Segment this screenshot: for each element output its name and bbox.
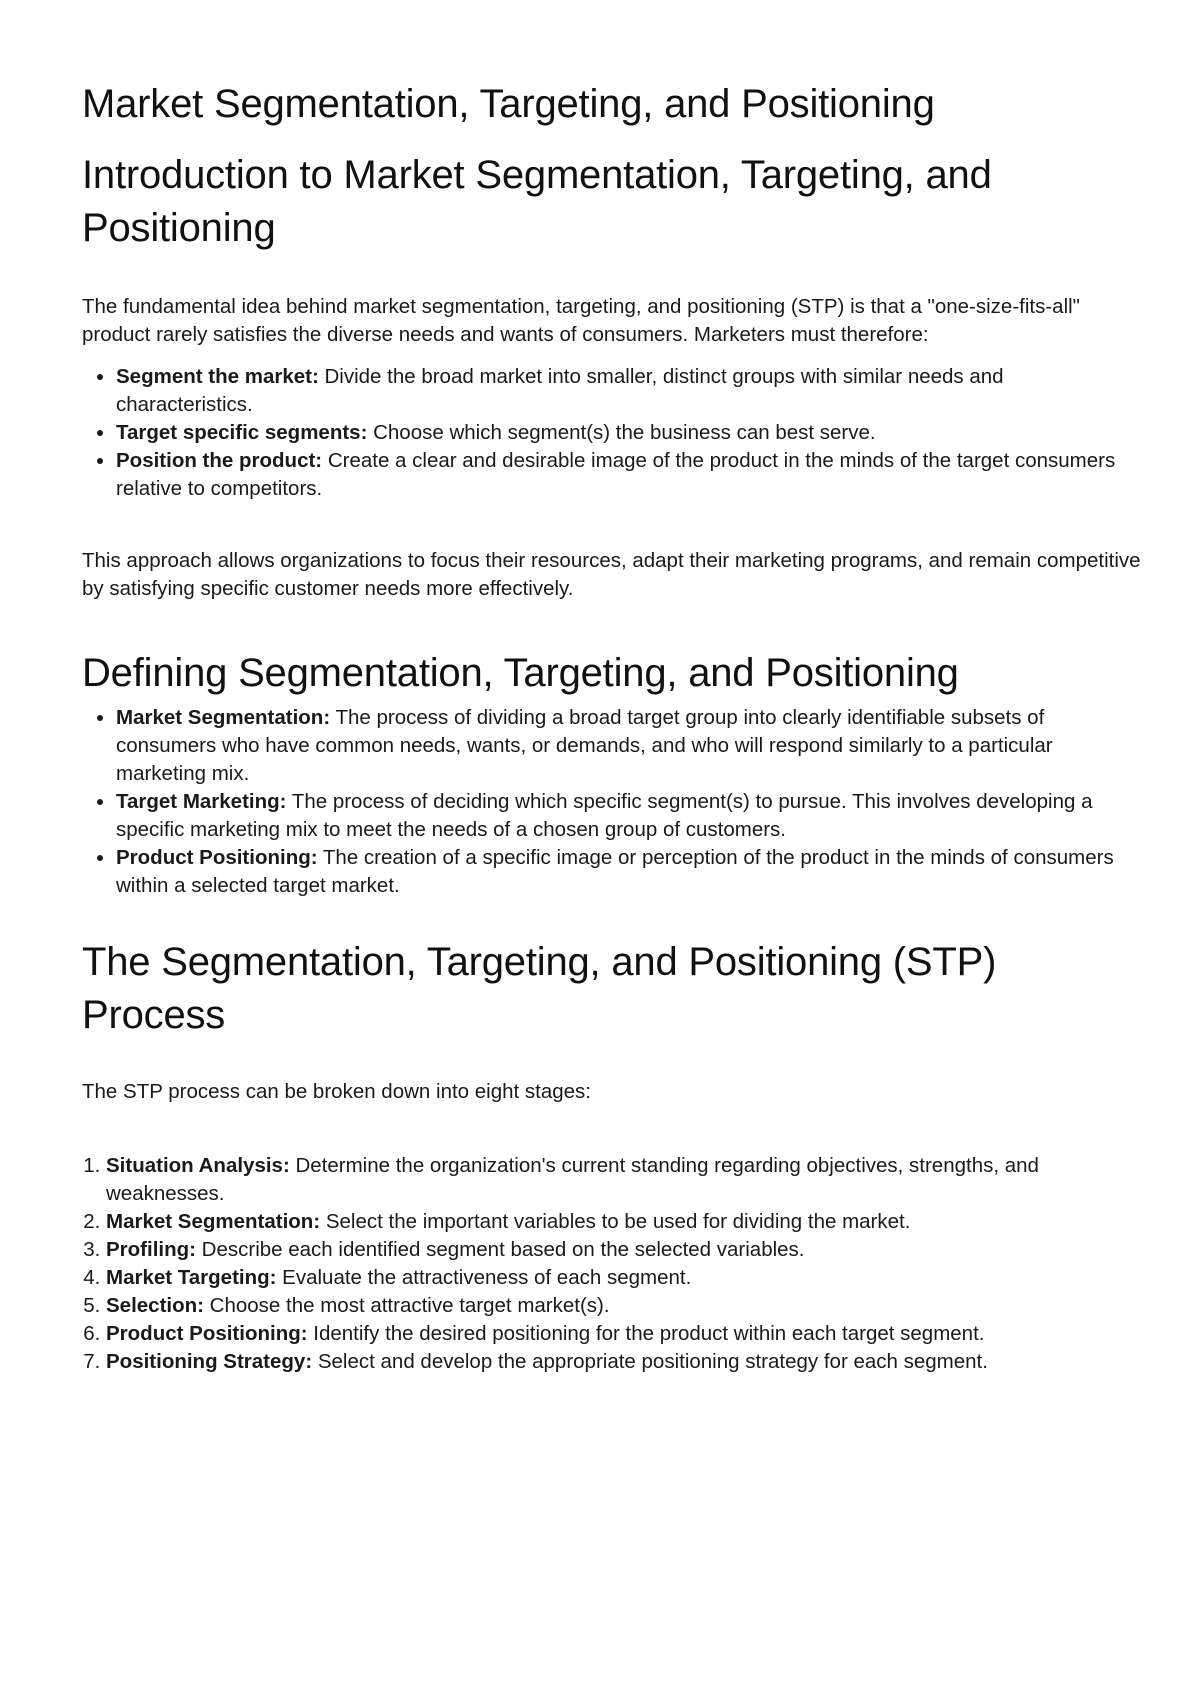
- list-item-text: Choose which segment(s) the business can best serve.: [367, 421, 876, 444]
- process-step: [106, 1236, 1142, 1264]
- process-section: [82, 936, 1142, 1376]
- process-step-text: Evaluate the attractiveness of each segment.: [276, 1266, 692, 1289]
- process-step-term: Positioning Strategy:: [106, 1350, 313, 1373]
- process-step: [106, 1208, 1142, 1236]
- list-item-term: Target Marketing:: [116, 790, 287, 813]
- process-step-text: Determine the organization's current standing regarding objectives, strengths, and weaknesses.: [106, 1154, 1039, 1205]
- process-step-term: Market Targeting:: [106, 1266, 277, 1289]
- list-item: [116, 788, 1142, 844]
- definitions-section: [82, 647, 1142, 900]
- list-item-term: Market Segmentation:: [116, 706, 331, 729]
- list-item: [116, 363, 1142, 419]
- definitions-list: [82, 704, 1142, 900]
- document-title: Market Segmentation, Targeting, and Positioning: [82, 82, 935, 126]
- process-step-term: Profiling:: [106, 1238, 196, 1261]
- introduction-list: [82, 363, 1142, 503]
- process-step: [106, 1320, 1142, 1348]
- list-item: [116, 704, 1142, 788]
- introduction-section: [82, 149, 1142, 603]
- introduction-closing-paragraph: This approach allows organizations to focus their resources, adapt their marketing programs, and remain competitive by satisfying specific customer needs more effectively.: [82, 549, 1141, 600]
- list-item: [116, 844, 1142, 900]
- process-step: [106, 1152, 1142, 1208]
- process-paragraph: The STP process can be broken down into eight stages:: [82, 1080, 592, 1103]
- document-page: [82, 78, 1142, 1376]
- definitions-heading: Defining Segmentation, Targeting, and Positioning: [82, 651, 959, 695]
- process-heading: The Segmentation, Targeting, and Positioning (STP) Process: [82, 940, 997, 1037]
- process-step-term: Product Positioning:: [106, 1322, 308, 1345]
- process-step-text: Describe each identified segment based on the selected variables.: [195, 1238, 805, 1261]
- process-step-text: Choose the most attractive target market(s).: [203, 1294, 610, 1317]
- process-step-text: Identify the desired positioning for the product within each target segment.: [307, 1322, 985, 1345]
- process-step: [106, 1264, 1142, 1292]
- process-step: [106, 1292, 1142, 1320]
- process-step-term: Market Segmentation:: [106, 1210, 321, 1233]
- process-step-term: Situation Analysis:: [106, 1154, 290, 1177]
- list-item-text: Create a clear and desirable image of the product in the minds of the target consumers relative to competitors.: [116, 449, 1116, 500]
- list-item-text: Divide the broad market into smaller, distinct groups with similar needs and characteristics.: [116, 365, 1004, 416]
- process-step-text: Select the important variables to be used for dividing the market.: [320, 1210, 911, 1233]
- process-steps-list: [82, 1152, 1142, 1376]
- process-step: [106, 1348, 1142, 1376]
- introduction-heading: Introduction to Market Segmentation, Targeting, and Positioning: [82, 153, 992, 250]
- list-item-term: Segment the market:: [116, 365, 319, 388]
- list-item-text: The process of dividing a broad target group into clearly identifiable subsets of consumers who have common needs, wants, or demands, and who will respond similarly to a particular marketing mix.: [116, 706, 1053, 785]
- list-item-text: The process of deciding which specific segment(s) to pursue. This involves developing a specific marketing mix to meet the needs of a chosen group of customers.: [116, 790, 1093, 841]
- list-item-term: Position the product:: [116, 449, 323, 472]
- introduction-paragraph: The fundamental idea behind market segmentation, targeting, and positioning (STP) is that a "one-size-fits-all" product rarely satisfies the diverse needs and wants of consumers. Marketers must therefore:: [82, 295, 1080, 346]
- process-step-term: Selection:: [106, 1294, 204, 1317]
- list-item: [116, 447, 1142, 503]
- process-step-text: Select and develop the appropriate positioning strategy for each segment.: [312, 1350, 988, 1373]
- list-item-term: Target specific segments:: [116, 421, 368, 444]
- list-item-term: Product Positioning:: [116, 846, 318, 869]
- list-item: [116, 419, 1142, 447]
- list-item-text: The creation of a specific image or perception of the product in the minds of consumers within a selected target market.: [116, 846, 1114, 897]
